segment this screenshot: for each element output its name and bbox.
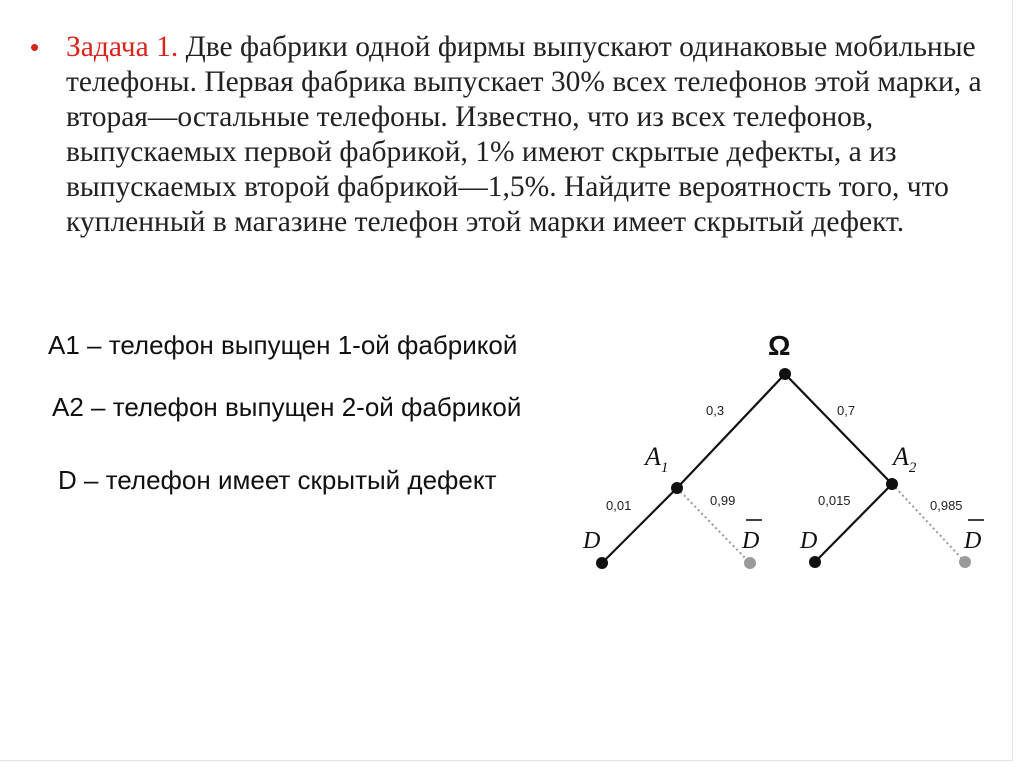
not-d-label-right: D xyxy=(964,528,982,554)
node-a2-d xyxy=(809,556,821,568)
prob-d-given-a2: 0,015 xyxy=(818,493,851,508)
event-d-definition: D – телефон имеет скрытый дефект xyxy=(58,465,497,495)
root-node xyxy=(779,368,791,380)
prob-a1: 0,3 xyxy=(706,403,725,418)
node-a2-not-d xyxy=(959,556,971,568)
d-label-left: D xyxy=(583,528,601,554)
bullet: • xyxy=(30,32,40,62)
task-body: Две фабрики одной фирмы выпускают одинаковые мобильные телефоны. Первая фабрика выпускает 30% всех телефонов этой марки, а вторая—остальные телефоны. Известно, что из всех телефонов, выпускаемых первой фабрикой, 1% имеют скрытые дефекты, а из выпускаемых второй фабрикой—1,5%. Найдите вероятность того, что купленный в магазине телефон этой марки имеет скрытый дефект. xyxy=(66,31,982,238)
not-d-label-left: D xyxy=(742,528,760,554)
node-a2 xyxy=(886,478,898,490)
branch-a2-not-d xyxy=(892,484,965,562)
d-label-right: D xyxy=(800,528,818,554)
root-label: Ω xyxy=(768,330,791,361)
branch-root-a1 xyxy=(677,374,785,488)
event-a1-definition: A1 – телефон выпущен 1-ой фабрикой xyxy=(48,330,518,360)
node-a1-not-d xyxy=(744,557,756,569)
branch-root-a2 xyxy=(785,374,892,484)
prob-d-given-a1: 0,01 xyxy=(606,498,632,513)
prob-not-d-given-a1: 0,99 xyxy=(710,493,736,508)
a2-label: $A_2$ xyxy=(893,442,917,476)
prob-a2: 0,7 xyxy=(837,403,856,418)
node-a1-d xyxy=(596,557,608,569)
event-a2-definition: A2 – телефон выпущен 2-ой фабрикой xyxy=(52,392,522,422)
a1-label: $A_1$ xyxy=(645,442,669,476)
node-a1 xyxy=(671,482,683,494)
prob-not-d-given-a2: 0,985 xyxy=(930,498,963,513)
task-label: Задача 1. xyxy=(66,31,179,63)
